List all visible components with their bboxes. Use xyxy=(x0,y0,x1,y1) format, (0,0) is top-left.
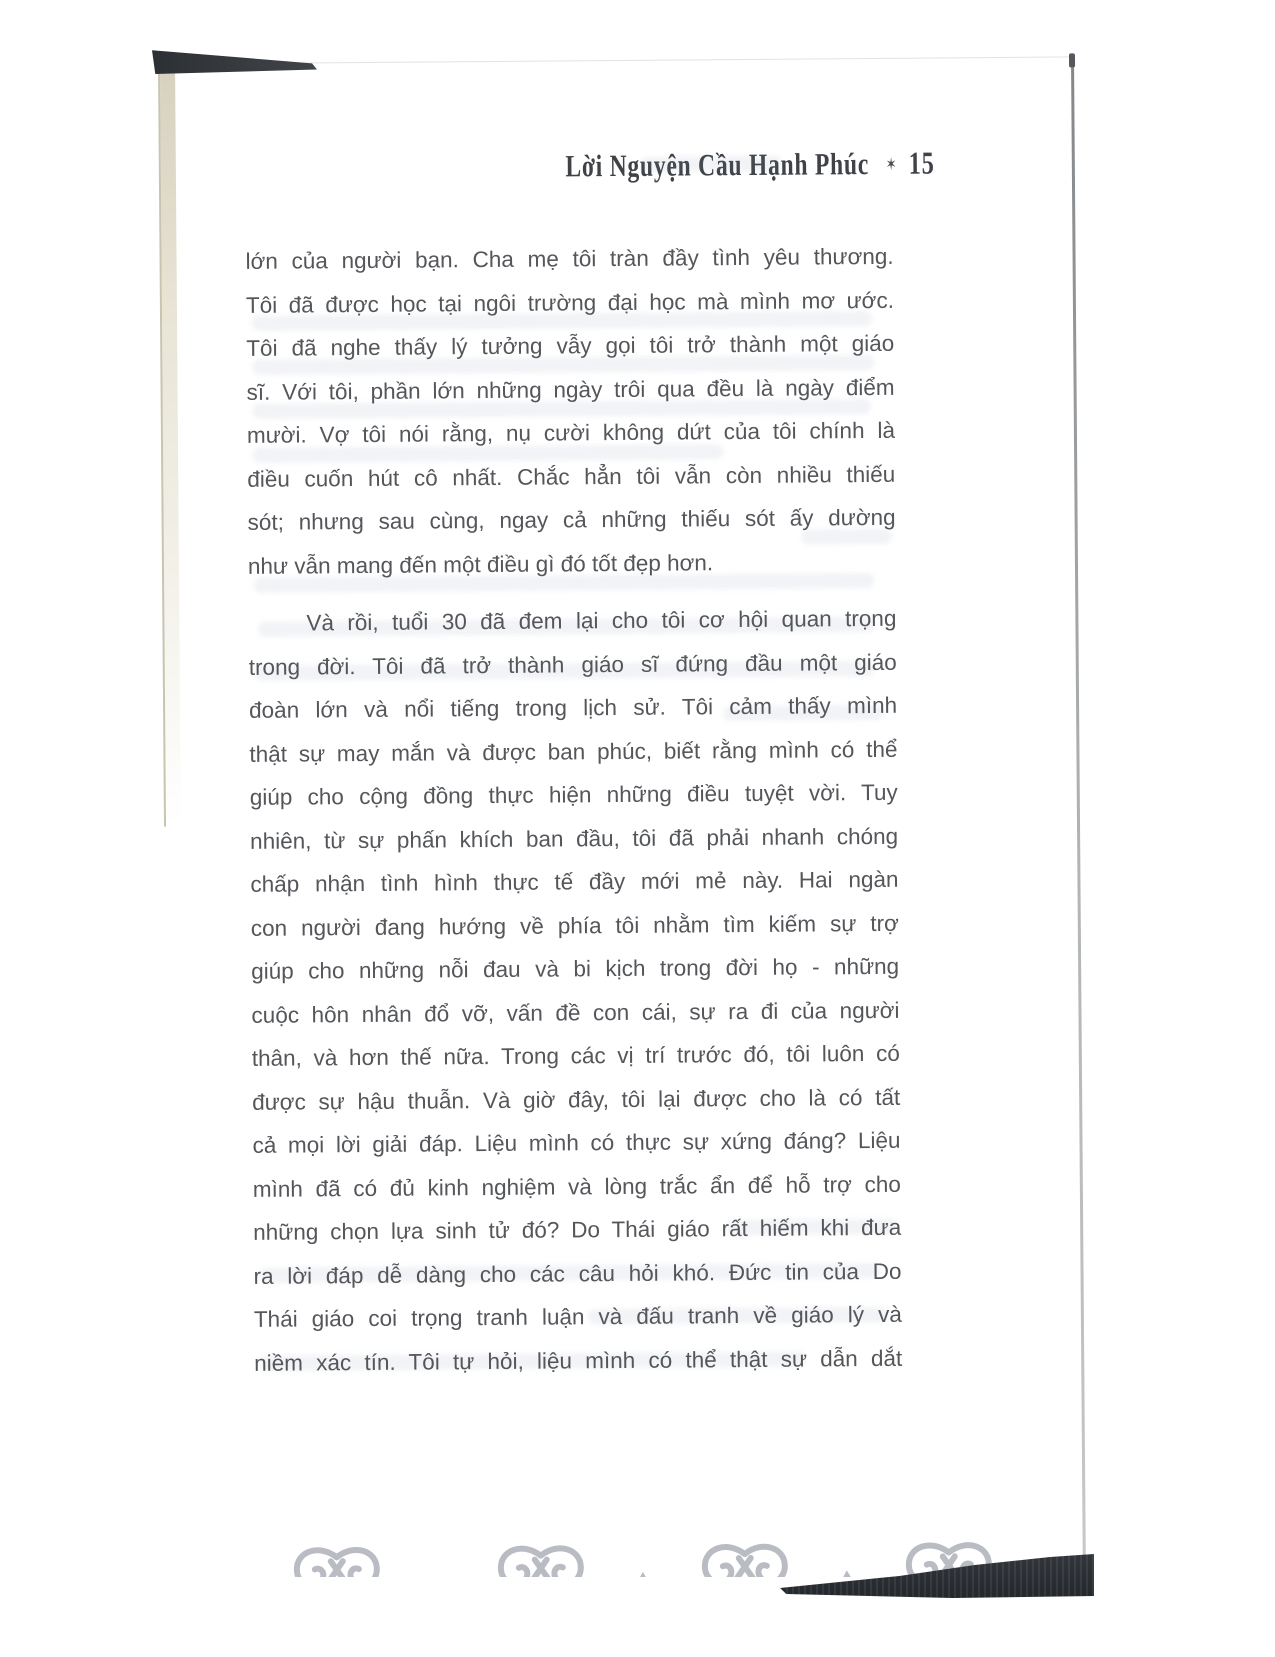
body-line: con người đang hướng về phía tôi nhằm tìm kiếm sự trợ xyxy=(250,910,899,941)
body-text xyxy=(245,235,902,1385)
book-title: Lời Nguyện Cầu Hạnh Phúc xyxy=(565,146,870,184)
page-edge-right xyxy=(1071,57,1086,1555)
body-line: thật sự may mắn và được ban phúc, biết rằng mình có thể xyxy=(249,736,898,767)
book-cover-shadow-top-left xyxy=(152,46,317,74)
body-line: được sự hậu thuẫn. Và giờ đây, tôi lại được cho là có tất xyxy=(252,1084,901,1115)
ghost-showthrough xyxy=(641,156,781,172)
body-line: cuộc hôn nhân đổ vỡ, vấn đề con cái, sự ra đi của người xyxy=(251,997,900,1028)
body-line: trong đời. Tôi đã trở thành giáo sĩ đứng đầu một giáo xyxy=(248,649,897,680)
body-line: Và rồi, tuổi 30 đã đem lại cho tôi cơ hội quan trọng xyxy=(306,605,897,636)
book-page xyxy=(158,56,1086,1586)
page-edge-left xyxy=(158,66,181,826)
body-line: đoàn lớn và nổi tiếng trong lịch sử. Tôi cảm thấy mình xyxy=(248,692,898,723)
body-line: giúp cho những nỗi đau và bi kịch trong đời họ - những xyxy=(251,953,900,984)
body-line: cả mọi lời giải đáp. Liệu mình có thực sự xứng đáng? Liệu xyxy=(252,1127,901,1158)
body-line: như vẫn mang đến một điều gì đó tốt đẹp hơn. xyxy=(247,549,714,579)
paragraph xyxy=(245,235,896,588)
body-line: ra lời đáp dễ dàng cho các câu hỏi khó. Đức tin của Do xyxy=(253,1258,902,1289)
body-line: mười. Vợ tôi nói rằng, nụ cười không dứt của tôi chính là xyxy=(246,417,896,448)
paragraph xyxy=(248,597,902,1385)
body-line: Thái giáo coi trọng tranh luận và đấu tranh về giáo lý và xyxy=(253,1301,902,1332)
body-line: Tôi đã được học tại ngôi trường đại học mà mình mơ ước. xyxy=(245,287,894,318)
header-star-icon: ✶ xyxy=(885,154,897,174)
body-line: mình đã có đủ kinh nghiệm và lòng trắc ẩn để hỗ trợ cho xyxy=(252,1171,901,1202)
body-line: nhiên, từ sự phấn khích ban đầu, tôi đã phải nhanh chóng xyxy=(250,823,899,854)
body-line: điều cuốn hút cô nhất. Chắc hẳn tôi vẫn còn nhiều thiếu xyxy=(247,461,896,492)
body-line: những chọn lựa sinh tử đó? Do Thái giáo rất hiếm khi đưa xyxy=(253,1214,902,1245)
body-line: thân, và hơn thế nữa. Trong các vị trí trước đó, tôi luôn có xyxy=(251,1040,900,1071)
body-line: sĩ. Với tôi, phần lớn những ngày trôi qua đều là ngày điểm xyxy=(246,374,895,405)
page-number: 15 xyxy=(908,144,935,181)
body-line: chấp nhận tình hình thực tế đầy mới mẻ này. Hai ngàn xyxy=(250,866,899,897)
body-line: Tôi đã nghe thấy lý tưởng vẫy gọi tôi trở thành một giáo xyxy=(246,330,895,361)
page-corner-shadow xyxy=(1069,53,1075,67)
body-line: giúp cho cộng đồng thực hiện những điều tuyệt vời. Tuy xyxy=(249,779,898,810)
body-line: sót; nhưng sau cùng, ngay cả những thiếu sót ấy dường xyxy=(247,504,896,535)
body-line: lớn của người bạn. Cha mẹ tôi tràn đầy tình yêu thương. xyxy=(245,243,894,274)
body-line: niềm xác tín. Tôi tự hỏi, liệu mình có thể thật sự dẫn dắt xyxy=(254,1345,903,1376)
